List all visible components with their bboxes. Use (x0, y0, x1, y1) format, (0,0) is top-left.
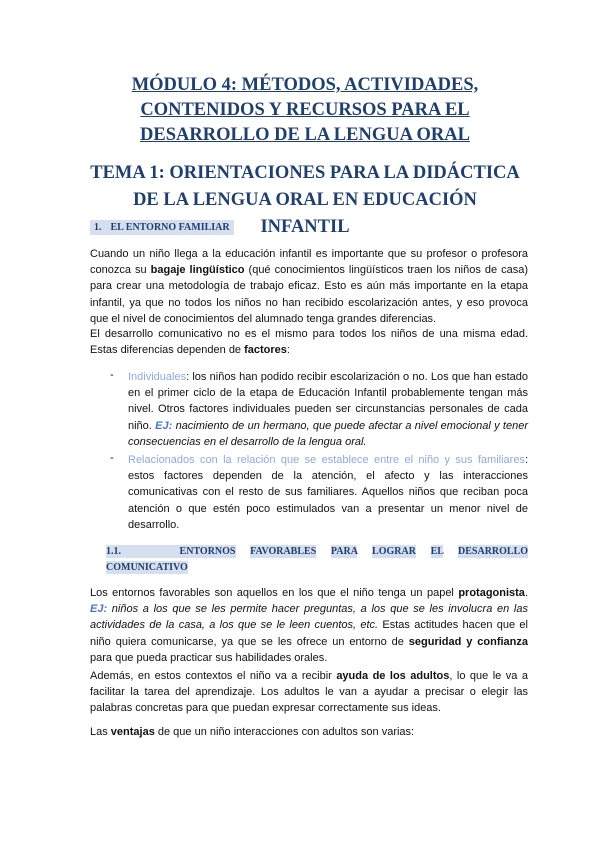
example-label: EJ: (90, 603, 108, 616)
term-seguridad-confianza: seguridad y confianza (408, 635, 528, 648)
paragraph-entornos-favorables: Los entornos favorables son aquellos en los que el niño tenga un papel protagonista. EJ: niños a los que se les permite hacer preguntas, a los que se les involucra en las actividades de la casa, a los que se le leen cuentos, etc. Estas actitudes hacen que el niño quiera comunicarse, ya que se les ofrece un entorno de seguridad y confianza para que pueda practicar sus habilidades orales. (90, 587, 528, 664)
paragraph-ventajas: Las ventajas de que un niño interacciones con adultos son varias: (90, 726, 415, 738)
term-protagonista: protagonista (458, 587, 525, 599)
example-text: niños a los que se les permite hacer preguntas, a los que se les involucra en las actividades de la casa, a los que se le leen cuentos, etc. (90, 603, 528, 632)
module-title: MÓDULO 4: MÉTODOS, ACTIVIDADES, CONTENIDOS Y RECURSOS PARA EL DESARROLLO DE LA LENGUA ORAL (131, 75, 479, 145)
list-item-relacionados: Relacionados con la relación que se establece entre el niño y sus familiares: estos factores dependen de la atención, el afecto y las interacciones comunicativas con el resto de sus familiares. Aquellos niños que reciban poca atención o que estén poco estimulados van a presentar un menor nivel de desarrollo. (128, 454, 528, 531)
term-bagaje: bagaje lingüístico (150, 264, 245, 277)
bullet-marker: - (110, 369, 114, 381)
section-heading-entorno-familiar (90, 222, 234, 233)
topic-title: TEMA 1: ORIENTACIONES PARA LA DIDÁCTICA DE LA LENGUA ORAL EN EDUCACIÓN INFANTIL (90, 163, 520, 237)
factor-label-individuales: Individuales (128, 371, 187, 383)
term-ventajas: ventajas (110, 726, 155, 738)
term-ayuda-adultos: ayuda de los adultos (336, 670, 450, 682)
term-factores: factores (244, 344, 287, 357)
subsection-number: 1.1. (106, 546, 121, 557)
example-label: EJ: (155, 419, 173, 432)
section-number: 1. (94, 222, 102, 233)
subsection-heading-entornos-favorables: 1.1. ENTORNOS FAVORABLES PARA LOGRAR EL DESARROLLO COMUNICATIVO (106, 546, 529, 573)
paragraph-factores: El desarrollo comunicativo no es el mismo para todos los niños de una misma edad. Estas diferencias dependen de factores: (90, 328, 528, 357)
list-item-individuales: Individuales: los niños han podido recibir escolarización o no. Los que han estado en el primer ciclo de la etapa de Educación Infantil probablemente tengan más nivel. Otros factores individuales pueden ser circunstancias personales de cada niño. EJ: nacimiento de un hermano, que puede afectar a nivel emocional y tener consecuencias en el desarrollo de la lengua oral. (128, 371, 528, 448)
paragraph-ayuda-adultos: Además, en estos contextos el niño va a recibir ayuda de los adultos, lo que le va a facilitar la tarea del aprendizaje. Los adultos le van a ayudar a precisar o elegir las palabras concretas para que puedan expresar correctamente sus ideas. (90, 670, 528, 715)
example-text: nacimiento de un hermano, que puede afectar a nivel emocional y tener consecuencias en el desarrollo de la lengua oral. (128, 419, 528, 448)
section-title: EL ENTORNO FAMILIAR (110, 222, 230, 233)
paragraph-bagaje: Cuando un niño llega a la educación infantil es importante que su profesor o profesora conozca su bagaje lingüístico (qué conocimientos lingüísticos traen los niños de casa) para crear una metodología de trabajo eficaz. Esto es aún más importante en la etapa infantil, ya que no todos los niños no han recibido escolarización antes, y eso provoca que el nivel de conocimientos del alumnado tenga grandes diferencias. (90, 248, 529, 325)
bullet-marker: - (110, 452, 114, 464)
factor-label-relacionados: Relacionados con la relación que se establece entre el niño y sus familiares (128, 454, 525, 466)
